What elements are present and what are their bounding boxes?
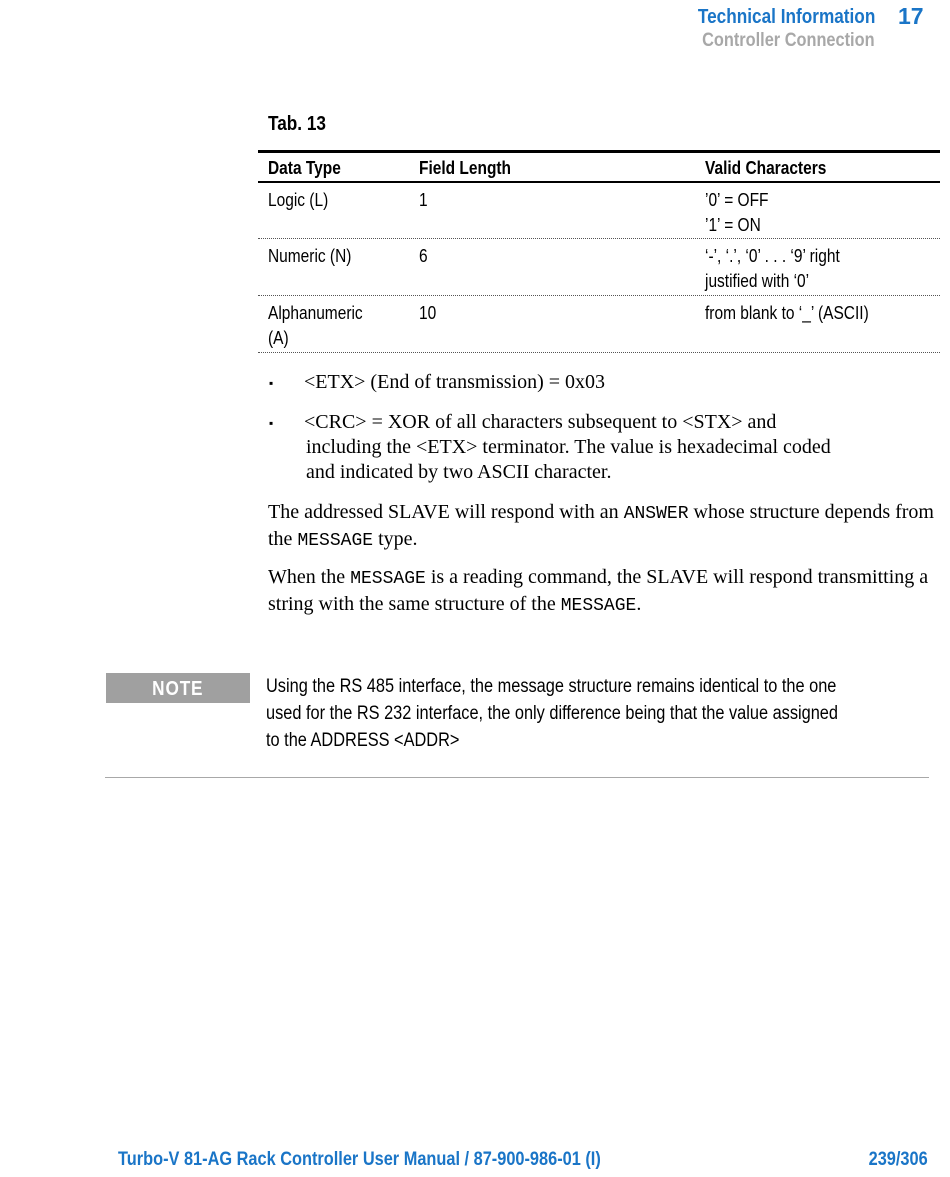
table-row [258,296,940,353]
column-header-data-type: Data Type [268,158,341,178]
code-message: MESSAGE [297,531,374,551]
paragraph-answer: The addressed SLAVE will respond with an ANSWER whose structure depends from the MESSAGE type. [268,501,934,551]
table-row [258,183,940,239]
cell-field-length: 1 [419,190,428,210]
footer-page-number: 239/306 [868,1149,928,1170]
note-divider [105,777,929,778]
cell-data-type: Numeric (N) [268,246,352,266]
column-header-valid-characters: Valid Characters [705,158,827,178]
cell-valid-characters: ‘-’, ‘.’, ‘0’ . . . ‘9’ right justified with ‘0’ [705,246,840,291]
bullet-crc-line: including the <ETX> terminator. The value is hexadecimal coded [306,436,831,458]
header-subsection-title: Controller Connection [702,30,875,51]
chapter-number: 17 [898,3,924,29]
cell-field-length: 10 [419,303,437,323]
footer-manual-title: Turbo-V 81-AG Rack Controller User Manual / 87-900-986-01 (I) [118,1149,601,1170]
cell-field-length: 6 [419,246,428,266]
cell-data-type: Alphanumeric (A) [268,303,363,348]
table-row [258,239,940,296]
table-caption: Tab. 13 [268,113,326,135]
note-text: Using the RS 485 interface, the message structure remains identical to the one used for the RS 232 interface, the only difference being that the value assigned to the ADDRESS <ADDR> [266,676,838,751]
bullet-square-icon: ▪ [269,416,274,430]
cell-valid-characters: from blank to ‘_’ (ASCII) [705,303,869,323]
bullet-square-icon: ▪ [269,376,274,390]
cell-valid-characters: ’0’ = OFF ’1’ = ON [705,190,769,235]
bullet-crc-line: <CRC> = XOR of all characters subsequent to <STX> and [304,411,777,433]
note-label: NOTE [106,673,250,703]
cell-data-type: Logic (L) [268,190,329,210]
data-type-table [258,150,940,353]
bullet-crc [304,410,944,485]
paragraph-reading-command: When the MESSAGE is a reading command, the SLAVE will respond transmitting a string with the same structure of the MESSAGE. [268,566,929,616]
column-header-field-length: Field Length [419,158,512,178]
code-message: MESSAGE [350,569,426,589]
bullet-etx: <ETX> (End of transmission) = 0x03 [304,371,606,393]
header-section-title: Technical Information [697,6,875,28]
code-message: MESSAGE [560,596,637,616]
code-answer: ANSWER [623,504,689,524]
bullet-crc-line: and indicated by two ASCII character. [306,461,612,483]
table-header-row [258,150,940,183]
